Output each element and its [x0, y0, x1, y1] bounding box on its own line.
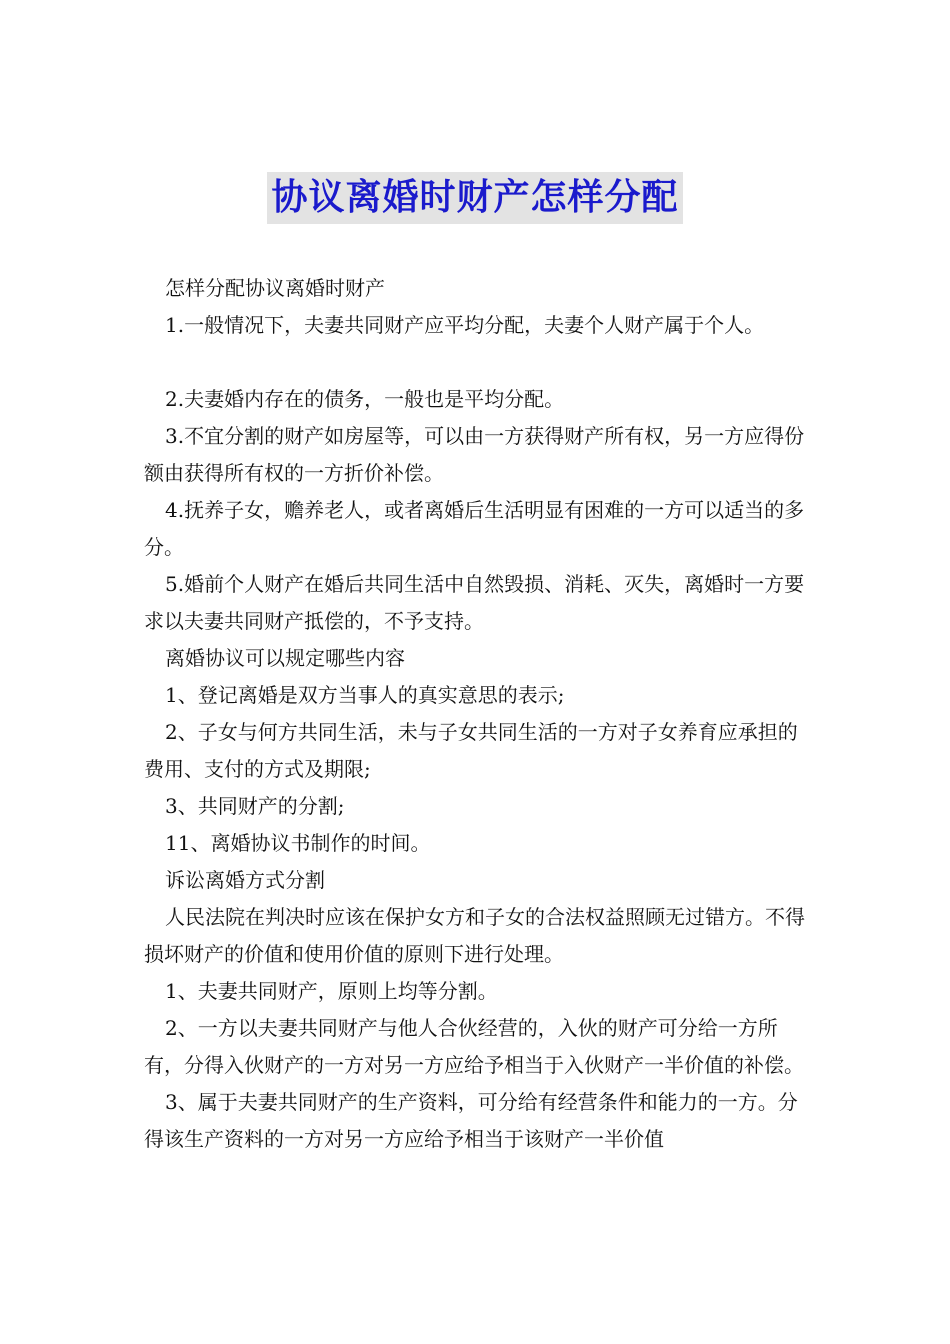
paragraph-rule-1: 1.一般情况下，夫妻共同财产应平均分配，夫妻个人财产属于个人。	[165, 313, 765, 337]
paragraph-court-principle: 人民法院在判决时应该在保护女方和子女的合法权益照顾无过错方。不得损坏财产的价值和使用价值的原则下进行处理。	[144, 905, 805, 966]
paragraph-content-1: 1、登记离婚是双方当事人的真实意思的表示;	[165, 683, 565, 707]
heading-how-to-divide: 怎样分配协议离婚时财产	[165, 276, 385, 300]
paragraph-litigation-2: 2、一方以夫妻共同财产与他人合伙经营的，入伙的财产可分给一方所有，分得入伙财产的一方对另一方应给予相当于入伙财产一半价值的补偿。	[144, 1016, 804, 1077]
heading-litigation-division: 诉讼离婚方式分割	[165, 868, 325, 892]
paragraph-litigation-1: 1、夫妻共同财产，原则上均等分割。	[165, 979, 498, 1003]
paragraph-rule-5: 5.婚前个人财产在婚后共同生活中自然毁损、消耗、灭失，离婚时一方要求以夫妻共同财产抵偿的，不予支持。	[144, 572, 805, 633]
paragraph-content-11: 11、离婚协议书制作的时间。	[165, 831, 431, 855]
document-body	[144, 270, 814, 1158]
paragraph-rule-3: 3.不宜分割的财产如房屋等，可以由一方获得财产所有权，另一方应得份额由获得所有权的一方折价补偿。	[144, 424, 805, 485]
paragraph-content-3: 3、共同财产的分割;	[165, 794, 345, 818]
heading-agreement-contents: 离婚协议可以规定哪些内容	[165, 646, 405, 670]
title-container	[0, 172, 950, 224]
paragraph-content-2: 2、子女与何方共同生活，未与子女共同生活的一方对子女养育应承担的费用、支付的方式及期限;	[144, 720, 798, 781]
paragraph-rule-4: 4.抚养子女，赡养老人，或者离婚后生活明显有困难的一方可以适当的多分。	[144, 498, 805, 559]
paragraph-litigation-3: 3、属于夫妻共同财产的生产资料，可分给有经营条件和能力的一方。分得该生产资料的一方对另一方应给予相当于该财产一半价值	[144, 1090, 798, 1151]
paragraph-rule-2: 2.夫妻婚内存在的债务，一般也是平均分配。	[165, 387, 565, 411]
page-title: 协议离婚时财产怎样分配	[267, 172, 682, 224]
